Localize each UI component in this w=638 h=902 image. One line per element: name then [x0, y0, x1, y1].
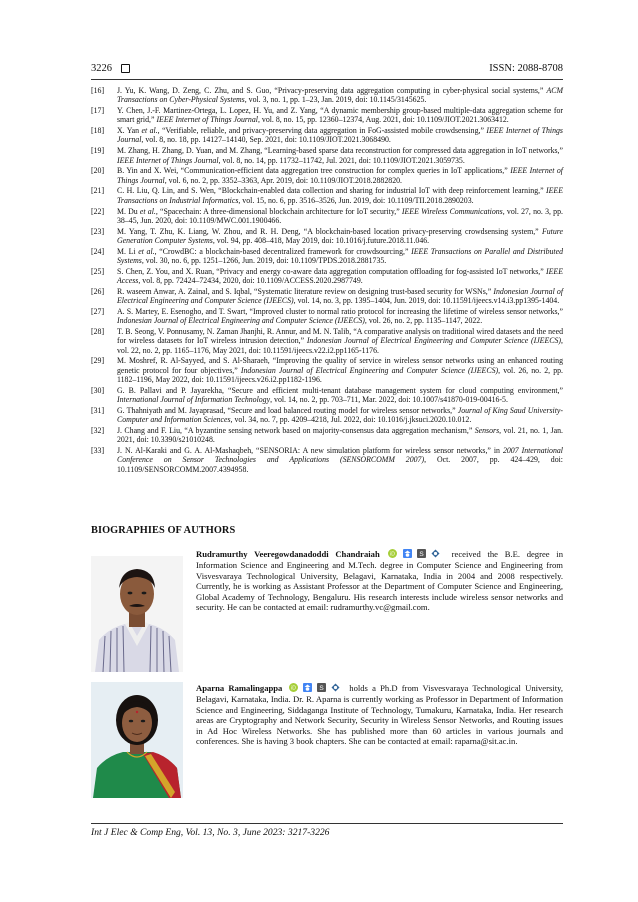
reference-authors: M. Zhang, H. Zhang, D. Yuan, and M. Zhang, “Learning-based sparse data reconstruction for compressed data aggregation in IoT networks,” — [117, 146, 563, 156]
svg-text:S: S — [319, 685, 324, 692]
reference-item — [91, 446, 563, 474]
references-list — [91, 86, 563, 475]
reference-authors: M. Moshref, R. Al-Sayyed, and S. Al-Sharaeh, “Improving the quality of service in wireless sensor networks using an enhanced routing genetic protocol for four objectives,” — [117, 356, 563, 375]
reference-details: , vol. 8, no. 14, pp. 11732–11742, Jul. 2021, doi: 10.1109/JIOT.2021.3059735. — [218, 155, 465, 165]
reference-venue: Indonesian Journal of Electrical Engineering and Computer Science (IJEECS) — [117, 316, 365, 326]
reference-item — [91, 386, 563, 405]
reference-venue: IEEE Access — [117, 266, 563, 286]
reference-details: , vol. 15, no. 6, pp. 3516–3526, Jun. 2019, doi: 10.1109/TII.2018.2890203. — [238, 195, 474, 205]
reference-details: , vol. 22, no. 2, pp. 1165–1176, May 2021, doi: 10.11591/ijeecs.v22.i2.pp1165-1176. — [117, 336, 563, 355]
reference-details: , vol. 21, no. 1, Jan. 2021, doi: 10.3390/s21010248. — [117, 426, 563, 445]
profile-badges — [289, 683, 343, 694]
reference-item — [91, 227, 563, 246]
reference-venue: Sensors — [474, 426, 500, 435]
reference-etal: et al. — [138, 246, 155, 256]
svg-text:iD: iD — [290, 685, 296, 692]
reference-details: , vol. 30, no. 6, pp. 1251–1266, Jun. 2019, doi: 10.1109/TPDS.2018.2881735. — [141, 256, 387, 265]
reference-venue: IEEE Transactions on Parallel and Distributed Systems — [117, 246, 563, 265]
reference-venue: IEEE Transactions on Industrial Informatics — [117, 186, 563, 205]
reference-authors2: , “Spacechain: A three-dimensional blockchain architecture for IoT security,” — [155, 206, 402, 216]
reference-authors: G. Thahniyath and M. Jayaprasad, “Secure and load balanced routing model for wireless sensor networks,” — [117, 405, 458, 415]
scopus-icon[interactable] — [317, 683, 326, 692]
reference-venue: ACM Transactions on Cyber-Physical Systems — [117, 86, 563, 105]
reference-venue: Future Generation Computer Systems — [117, 226, 563, 245]
reference-authors2: , “CrowdBC: a blockchain-based decentralized framework for crowdsourcing,” — [154, 246, 412, 256]
reference-number: [24] — [91, 246, 105, 256]
reference-authors: G. B. Pallavi and P. Jayarekha, “Secure and efficient multi-tenant database management system for cloud computing environment,” — [117, 385, 563, 395]
reference-authors: C. H. Liu, Q. Lin, and S. Wen, “Blockchain-enabled data collection and sharing for industrial IoT with deep reinforcement learning,” — [117, 186, 546, 196]
reference-venue: Indonesian Journal of Electrical Engineering and Computer Science (IJEECS) — [240, 365, 499, 375]
reference-item — [91, 356, 563, 384]
reference-details: , vol. 14, no. 2, pp. 703–711, Mar. 2022, doi: 10.1007/s41870-019-00416-5. — [270, 395, 508, 405]
reference-item — [91, 126, 563, 145]
square-icon — [121, 64, 130, 73]
issn: ISSN: 2088-8708 — [489, 63, 563, 74]
reference-details: , vol. 27, no. 3, pp. 38–45, Jun. 2020, doi: 10.1109/MWC.001.1900466. — [117, 206, 563, 225]
reference-authors: M. Du — [117, 206, 140, 216]
reference-number: [23] — [91, 226, 105, 236]
reference-item — [91, 186, 563, 205]
reference-etal: et al. — [139, 206, 156, 216]
reference-authors: S. Chen, Z. You, and X. Ruan, “Privacy and energy co-aware data aggregation computation offloading for fog-assisted IoT networks,” — [117, 266, 546, 276]
reference-number: [16] — [91, 86, 105, 95]
reference-number: [22] — [91, 206, 105, 216]
scholar-icon[interactable] — [303, 683, 312, 692]
reference-number: [28] — [91, 327, 105, 337]
scholar-icon[interactable] — [403, 549, 412, 558]
reference-number: [31] — [91, 405, 105, 415]
reference-number: [17] — [91, 106, 105, 116]
reference-item — [91, 426, 563, 445]
reference-number: [29] — [91, 356, 105, 366]
reference-item — [91, 106, 563, 125]
reference-authors: X. Yan — [117, 126, 142, 136]
reference-details: , vol. 94, pp. 408–418, May 2019, doi: 10.1016/j.future.2018.11.046. — [212, 235, 430, 245]
footer-rule — [91, 823, 563, 824]
reference-details: , vol. 14, no. 3, pp. 1395–1404, Jun. 2019, doi: 10.11591/ijeecs.v14.i3.pp1395-1404. — [293, 296, 560, 306]
reference-authors: J. Yu, K. Wang, D. Zeng, C. Zhu, and S. Guo, “Privacy-preserving data aggregation computing in cyber-physical social systems,” — [117, 86, 547, 95]
header-rule — [91, 79, 563, 80]
page-header — [91, 63, 563, 77]
reference-authors: J. Chang and F. Liu, “A byzantine sensing network based on majority-consensus data aggregation mechanism,” — [117, 426, 475, 435]
author-bio-1 — [196, 549, 563, 612]
reference-authors: A. S. Martey, E. Esenogho, and T. Swart, “Improved cluster to normal ratio protocol for increasing the lifetime of wireless sensor networks,” — [117, 307, 563, 317]
reference-venue: Journal of King Saud University-Computer and Information Sciences — [117, 405, 564, 425]
reference-number: [33] — [91, 446, 105, 456]
reference-details: , Oct. 2007, pp. 424–429, doi: 10.1109/SENSORCOMM.2007.4394958. — [117, 455, 563, 474]
reference-item — [91, 267, 563, 286]
reference-authors: R. waseem Anwar, A. Zainal, and S. Iqbal, “Systematic literature review on designing trust-based security for WSNs,” — [117, 286, 494, 296]
reference-item — [91, 207, 563, 226]
reference-etal: et al. — [141, 126, 158, 136]
reference-number: [27] — [91, 307, 105, 317]
reference-item — [91, 406, 563, 425]
reference-venue: IEEE Internet of Things Journal — [117, 126, 563, 145]
author-photo-2 — [91, 682, 183, 798]
reference-venue: Indonesian Journal of Electrical Engineering and Computer Science (IJEECS) — [117, 286, 563, 306]
orcid-icon[interactable] — [289, 683, 298, 692]
orcid-icon[interactable] — [388, 549, 397, 558]
publons-icon[interactable] — [331, 683, 340, 692]
reference-authors: M. Yang, T. Zhu, K. Liang, W. Zhou, and R. H. Deng, “A blockchain-based location privacy-preserving crowdsensing system,” — [117, 226, 542, 236]
reference-item — [91, 166, 563, 185]
reference-number: [30] — [91, 385, 105, 395]
reference-details: , vol. 6, no. 2, pp. 3352–3363, Apr. 2019, doi: 10.1109/JIOT.2018.2882820. — [164, 175, 403, 185]
reference-venue: 2007 International Conference on Sensor Technologies and Applications (SENSORCOMM 2007) — [117, 446, 563, 465]
reference-venue: IEEE Internet of Things Journal — [117, 155, 219, 165]
reference-number: [19] — [91, 146, 105, 156]
footer-citation: Int J Elec & Comp Eng, Vol. 13, No. 3, June 2023: 3217-3226 — [91, 827, 330, 838]
reference-item — [91, 327, 563, 355]
page-number: 3226 — [91, 63, 112, 74]
reference-details: , vol. 8, pp. 72424–72434, 2020, doi: 10.1109/ACCESS.2020.2987749. — [138, 276, 363, 286]
reference-authors2: , “Verifiable, reliable, and privacy-preserving data aggregation in FoG-assisted mobile crowdsensing,” — [157, 126, 487, 136]
biographies-heading: BIOGRAPHIES OF AUTHORS — [91, 525, 236, 536]
reference-number: [25] — [91, 266, 105, 276]
author-bio-2 — [196, 683, 563, 746]
reference-details: , vol. 3, no. 1, pp. 1–23, Jan. 2019, doi: 10.1145/3145625. — [244, 95, 427, 105]
reference-authors: J. N. Al-Karaki and G. A. Al-Mashaqbeh, “SENSORIA: A new simulation platform for wireless sensor networks,” in — [117, 446, 503, 456]
reference-venue: IEEE Internet of Things Journal — [156, 115, 258, 125]
reference-item — [91, 146, 563, 165]
reference-item — [91, 287, 563, 306]
publons-icon[interactable] — [431, 549, 440, 558]
reference-authors: T. B. Seong, V. Ponnusamy, N. Zaman Jhanjhi, R. Annur, and M. N. Talib, “A comparative analysis on traditional wired datasets and the need for wireless datasets for IoT wireless intrusion detection,” — [117, 327, 563, 346]
author-bio-text: received the B.E. degree in Information Science and Engineering and M.Tech. degree in Computer Science and Engineering from Visvesvaraya Technological University, Belagavi, Karnataka, India in 2004 and 2008 respectively. Currently, he is working as Assistant Professor at the Department of Computer Science and Engineering, Global Academy of Technology, Bengaluru. His research interests include wireless sensor networks and security. He can be contacted at email: rudramurthy.vc@gmail.com. — [196, 549, 563, 613]
reference-details: , vol. 26, no. 2, pp. 1135–1147, 2022. — [364, 316, 483, 326]
reference-venue: International Journal of Information Technology — [117, 395, 271, 405]
reference-item — [91, 307, 563, 326]
author-name: Rudramurthy Veeregowdanadoddi Chandraiah — [196, 549, 380, 559]
author-name: Aparna Ramalingappa — [196, 683, 283, 693]
reference-number: [32] — [91, 426, 105, 435]
reference-venue: IEEE Wireless Communications — [401, 206, 503, 216]
reference-number: [18] — [91, 126, 105, 136]
reference-details: , vol. 8, no. 15, pp. 12360–12374, Aug. 2021, doi: 10.1109/JIOT.2021.3063412. — [257, 115, 509, 125]
reference-details: , vol. 8, no. 18, pp. 14127–14140, Sep. 2021, doi: 10.1109/JIOT.2021.3068490. — [141, 135, 391, 145]
reference-authors: Y. Chen, J.-F. Martinez-Ortega, L. Lopez, H. Yu, and Z. Yang, “A dynamic membership group-based multiple-data aggregation scheme for smart grid,” — [117, 106, 563, 125]
svg-text:S: S — [419, 551, 424, 558]
svg-text:iD: iD — [390, 551, 396, 558]
reference-venue: Indonesian Journal of Electrical Engineering and Computer Science (IJEECS) — [306, 336, 562, 346]
scopus-icon[interactable] — [417, 549, 426, 558]
reference-item — [91, 247, 563, 266]
reference-item — [91, 86, 563, 105]
reference-number: [26] — [91, 286, 105, 296]
reference-authors: M. Li — [117, 246, 139, 256]
author-photo-1 — [91, 556, 183, 672]
reference-venue: IEEE Internet of Things Journal — [117, 166, 563, 185]
reference-number: [20] — [91, 166, 105, 176]
author-bio-text: holds a Ph.D from Visvesvaraya Technological University, Belagavi, Karnataka, India. Dr. R. Aparna is currently working as Professor in Department of Information Science and Engineering, Siddaganga Institute of Technology, Tumakuru, Karnataka, India. Her research areas are Cryptography and Network Security, Security in Wireless Sensor Networks, and Routing issues in Ad Hoc Wireless Networks. She has published more than 60 articles in various journals and conferences. She is having 3 book chapters. She can be contacted at email: raparna@sit.ac.in. — [196, 683, 563, 747]
reference-details: , vol. 26, no. 2, pp. 1182–1196, May 2022, doi: 10.11591/ijeecs.v26.i2.pp1182-1196. — [117, 365, 564, 384]
reference-authors: B. Yin and X. Wei, “Communication-efficient data aggregation tree construction for complex queries in IoT applications,” — [117, 166, 511, 176]
profile-badges — [388, 549, 442, 560]
reference-details: , vol. 34, no. 7, pp. 4209–4218, Jul. 2022, doi: 10.1016/j.jksuci.2020.10.012. — [230, 415, 472, 425]
reference-number: [21] — [91, 186, 105, 196]
